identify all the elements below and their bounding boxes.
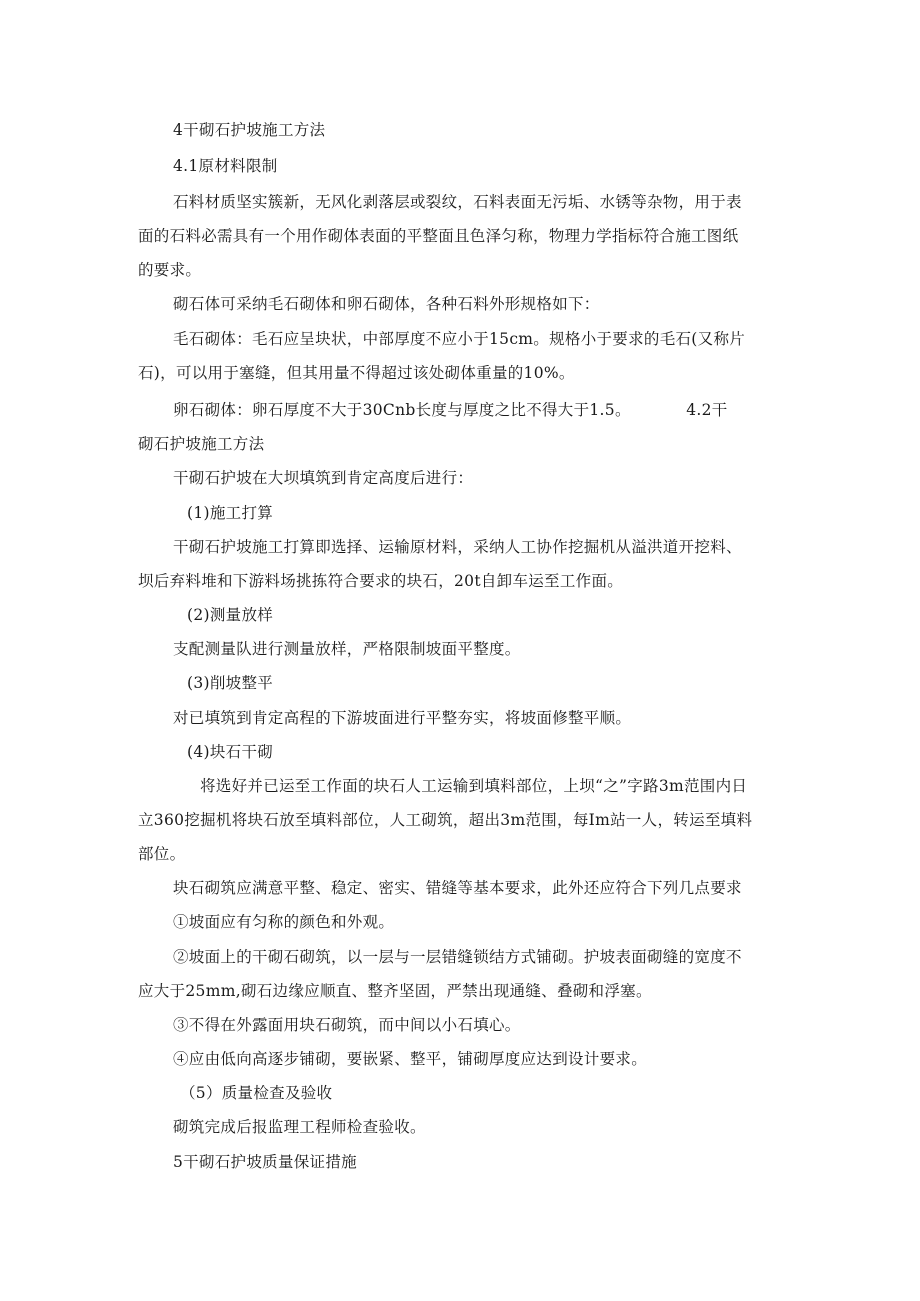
- step-heading-2: (2)测量放样: [187, 606, 274, 624]
- paragraph-line: 将选好并已运至工作面的块石人工运输到填料部位，上坝“之”字路3m范围内日: [200, 777, 748, 795]
- step-heading-3: (3)削坡整平: [187, 674, 274, 692]
- step-heading-1: (1)施工打算: [187, 504, 274, 522]
- paragraph-line: 石)，可以用于塞缝，但其用量不得超过该处砌体重量的10%。: [138, 364, 575, 382]
- list-item-1: ①坡面应有匀称的颜色和外观。: [173, 913, 395, 931]
- paragraph-line: 毛石砌体：毛石应呈块状，中部厚度不应小于15cm。规格小于要求的毛石(又称片: [173, 330, 746, 348]
- section-heading-5: 5干砌石护坡质量保证措施: [173, 1153, 357, 1171]
- paragraph-line: 干砌石护坡施工打算即选择、运输原材料，采纳人工协作挖掘机从溢洪道开挖料、: [173, 538, 742, 556]
- step-heading-5: （5）质量检查及验收: [180, 1084, 333, 1102]
- paragraph-line: 砌筑完成后报监理工程师检查验收。: [173, 1118, 426, 1136]
- paragraph-line: 砌石体可采纳毛石砌体和卵石砌体，各种石料外形规格如下：: [173, 295, 600, 313]
- paragraph-line: 的要求。: [138, 261, 202, 279]
- paragraph-line: 干砌石护坡在大坝填筑到肯定高度后进行：: [173, 469, 474, 487]
- paragraph-line: 部位。: [138, 845, 186, 863]
- paragraph-line: 面的石料必需具有一个用作砌体表面的平整面且色泽匀称，物理力学指标符合施工图纸: [138, 227, 739, 245]
- paragraph-line: 对已填筑到肯定高程的下游坡面进行平整夯实，将坡面修整平顺。: [173, 709, 632, 727]
- paragraph-line: 坝后弃料堆和下游料场挑拣符合要求的块石，20t自卸车运至工作面。: [138, 572, 624, 590]
- paragraph-line: 支配测量队进行测量放样，严格限制坡面平整度。: [173, 640, 521, 658]
- paragraph-line: 立360挖掘机将块石放至填料部位，人工砌筑，超出3m范围，每Im站一人，转运至填料: [138, 811, 753, 829]
- subsection-heading-4-1: 4.1原材料限制: [173, 157, 278, 175]
- paragraph-line: 石料材质坚实簇新，无风化剥落层或裂纹，石料表面无污垢、水锈等杂物，用于表: [173, 193, 742, 211]
- subsection-heading-4-2-cont: 砌石护坡施工方法: [138, 435, 265, 453]
- list-item-2: ②坡面上的干砌石砌筑，以一层与一层错缝锁结方式铺砌。护坡表面砌缝的宽度不: [173, 948, 742, 966]
- section-heading-4: 4干砌石护坡施工方法: [173, 121, 326, 139]
- paragraph-line: 卵石砌体：卵石厚度不大于30Cnb长度与厚度之比不得大于1.5。 4.2干: [173, 401, 728, 419]
- list-item-2-cont: 应大于25mm,砌石边缘应顺直、整齐坚固，严禁出现通缝、叠砌和浮塞。: [138, 982, 652, 1000]
- step-heading-4: (4)块石干砌: [187, 743, 274, 761]
- list-item-3: ③不得在外露面用块石砌筑，而中间以小石填心。: [173, 1016, 521, 1034]
- list-item-4: ④应由低向高逐步铺砌，要嵌紧、整平，铺砌厚度应达到设计要求。: [173, 1050, 648, 1068]
- paragraph-line: 块石砌筑应满意平整、稳定、密实、错缝等基本要求，此外还应符合下列几点要求: [173, 879, 742, 897]
